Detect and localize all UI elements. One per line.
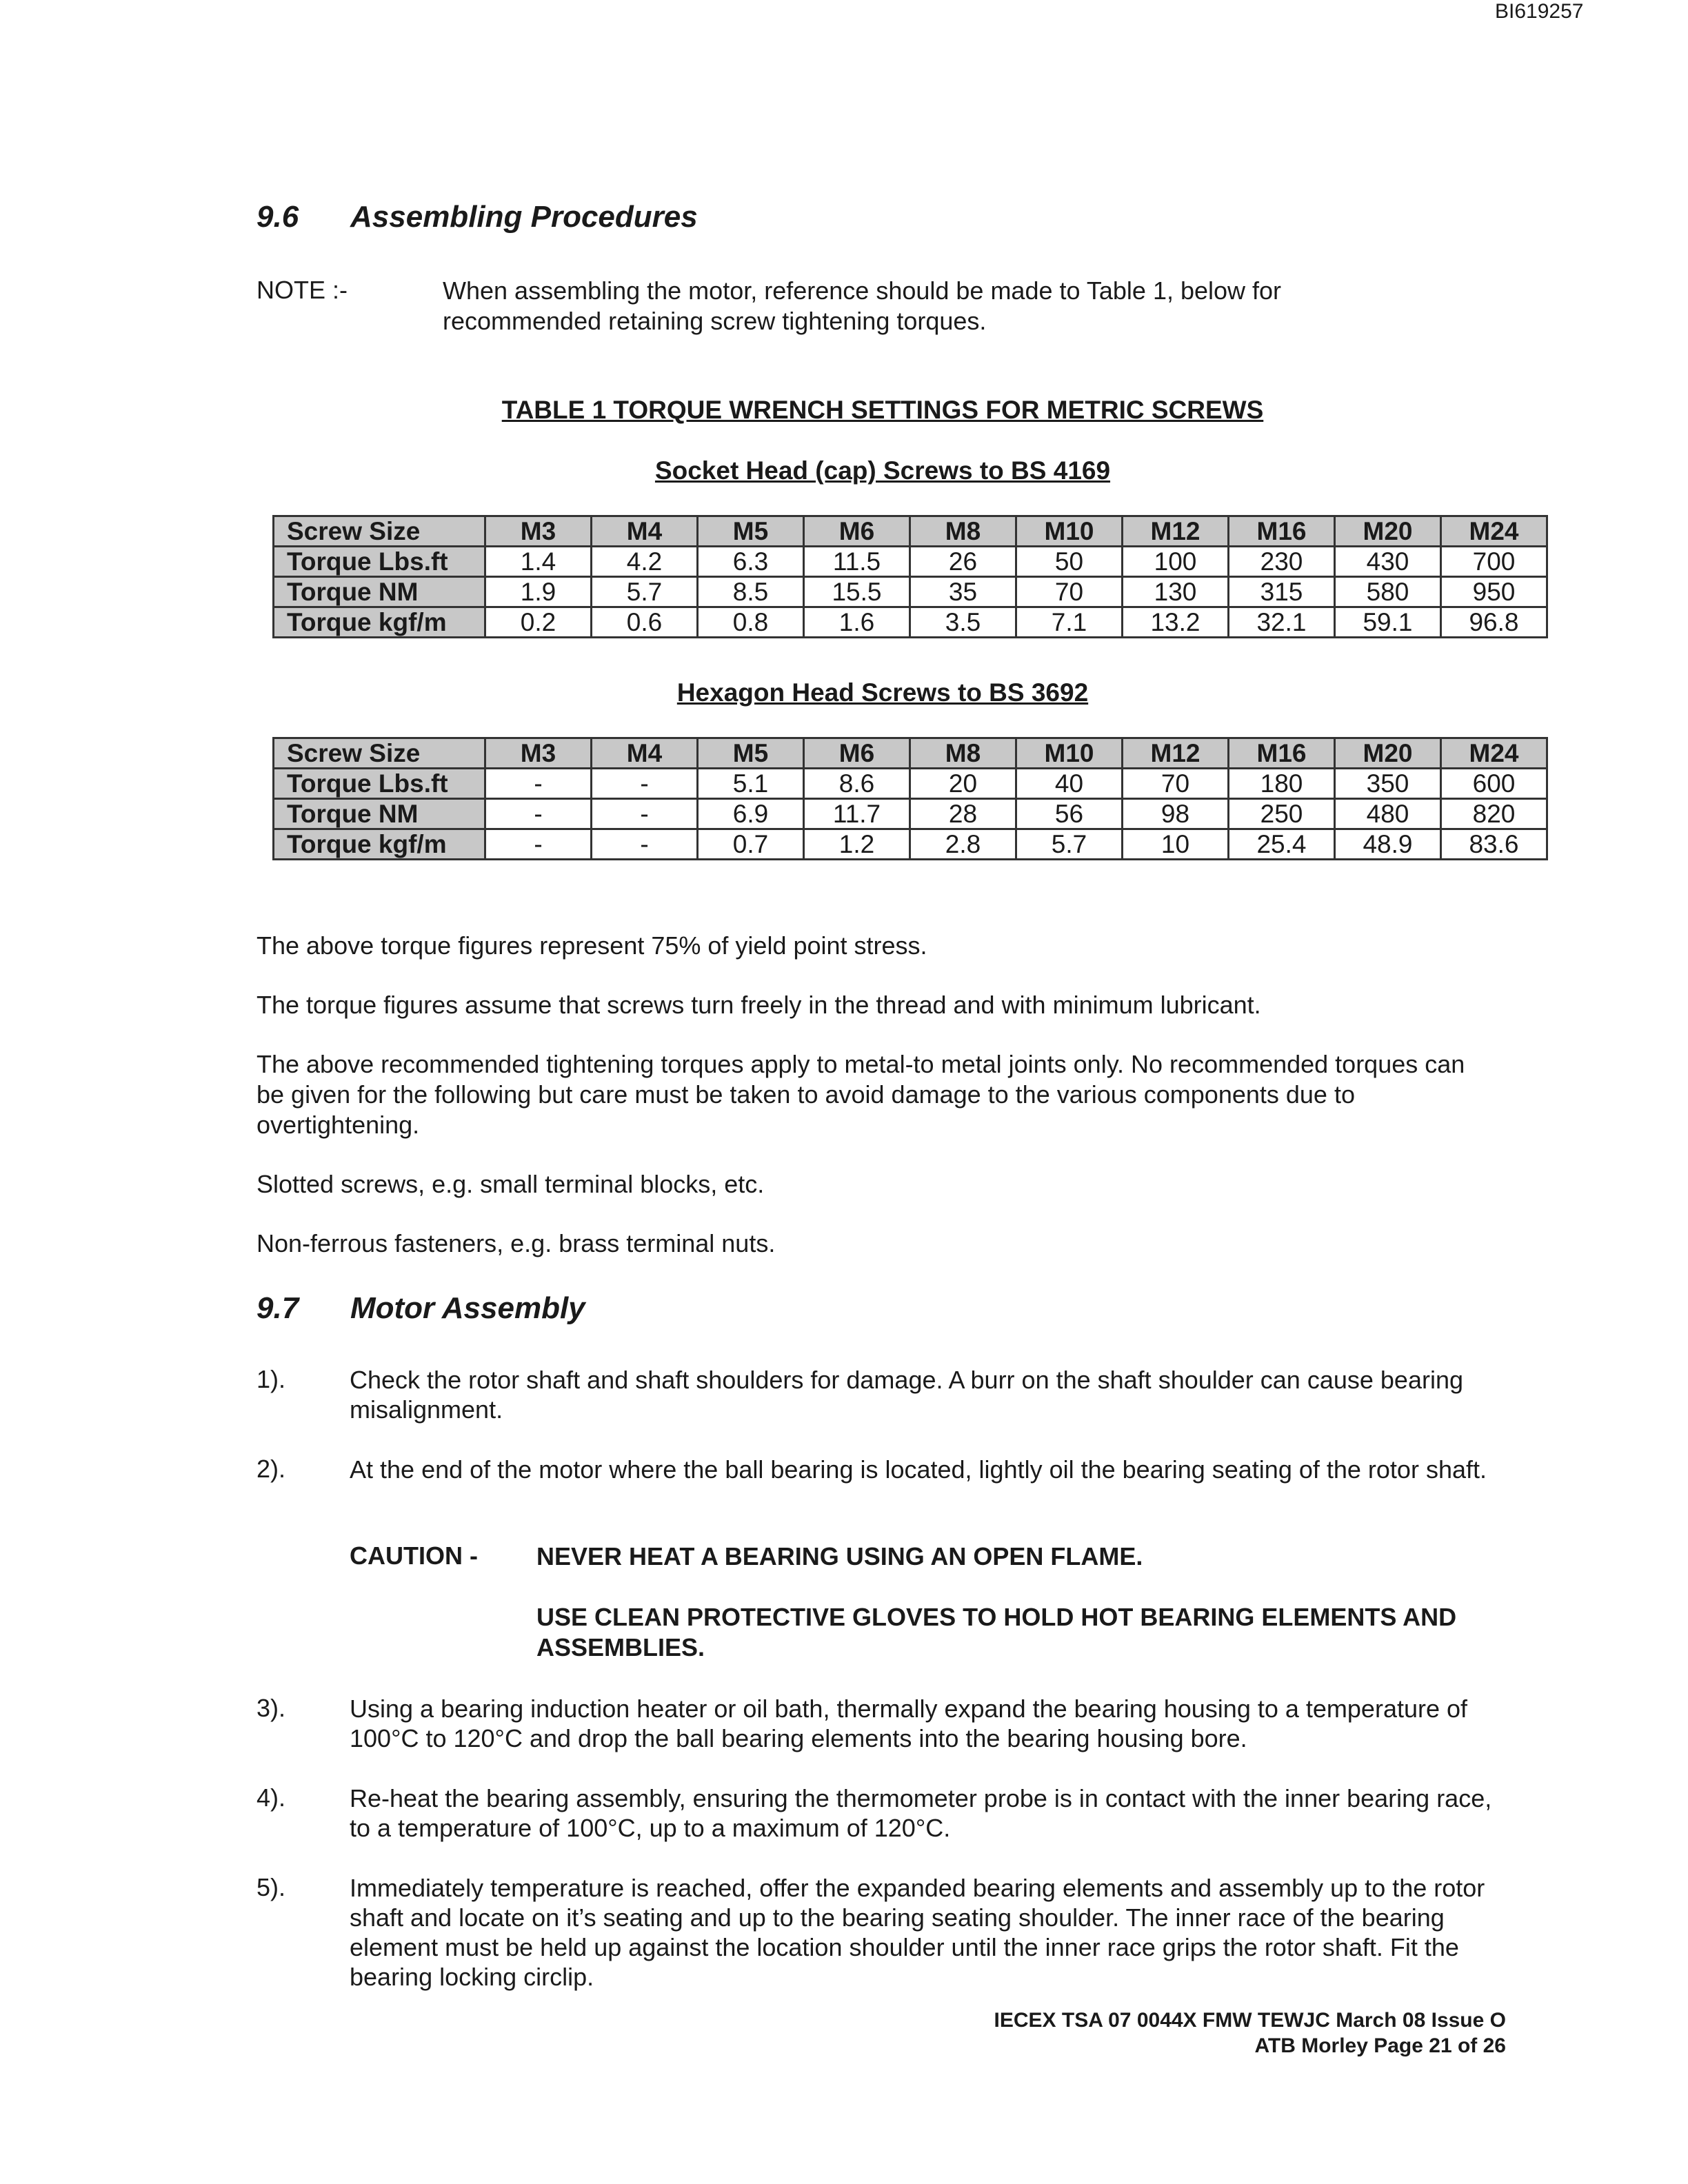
torque-value-cell: 1.9 bbox=[485, 577, 592, 607]
torque-value-cell: 0.2 bbox=[485, 607, 592, 638]
table-header-row bbox=[274, 738, 1547, 769]
table-row bbox=[274, 577, 1547, 607]
step-text: Immediately temperature is reached, offer the expanded bearing elements and assembly up to the rotor shaft and locate on it’s seating and up to the bearing seating shoulder. The inner race of the bearing element must be held up against the location shoulder until the inner race grips the rotor shaft. Fit the bearing locking circlip. bbox=[350, 1874, 1485, 1991]
torque-value-cell: 100 bbox=[1123, 547, 1229, 577]
torque-value-cell: 26 bbox=[910, 547, 1016, 577]
torque-value-cell: 98 bbox=[1123, 799, 1229, 829]
torque-value-cell: 35 bbox=[910, 577, 1016, 607]
torque-value-cell: 350 bbox=[1335, 769, 1441, 799]
footer-document-ref: IECEX TSA 07 0044X FMW TEWJC March 08 Issue O bbox=[994, 2009, 1506, 2032]
table-title: TABLE 1 TORQUE WRENCH SETTINGS FOR METRIC SCREWS bbox=[501, 396, 1264, 424]
torque-value-cell: 3.5 bbox=[910, 607, 1016, 638]
table-row bbox=[274, 547, 1547, 577]
socket-head-torque-table bbox=[272, 515, 1548, 638]
screw-size-cell: M8 bbox=[910, 738, 1016, 769]
torque-value-cell: 700 bbox=[1441, 547, 1547, 577]
torque-value-cell: 56 bbox=[1016, 799, 1123, 829]
torque-value-cell: 5.7 bbox=[1016, 829, 1123, 860]
screw-size-cell: M3 bbox=[485, 516, 592, 547]
torque-value-cell: 50 bbox=[1016, 547, 1123, 577]
socket-table-caption: Socket Head (cap) Screws to BS 4169 bbox=[654, 456, 1111, 485]
step-number: 2). bbox=[257, 1455, 286, 1483]
row-label-cell: Torque NM bbox=[274, 799, 485, 829]
torque-value-cell: 40 bbox=[1016, 769, 1123, 799]
screw-size-cell: M10 bbox=[1016, 738, 1123, 769]
screw-size-cell: M16 bbox=[1229, 516, 1335, 547]
screw-size-cell: M24 bbox=[1441, 516, 1547, 547]
torque-value-cell: 10 bbox=[1123, 829, 1229, 860]
screw-size-cell: M8 bbox=[910, 516, 1016, 547]
table-row bbox=[274, 829, 1547, 860]
torque-value-cell: 600 bbox=[1441, 769, 1547, 799]
paragraph-yield-stress: The above torque figures represent 75% of yield point stress. bbox=[257, 931, 927, 960]
torque-value-cell: 1.6 bbox=[804, 607, 910, 638]
torque-value-cell: 5.1 bbox=[698, 769, 804, 799]
torque-value-cell: 70 bbox=[1016, 577, 1123, 607]
table-row bbox=[274, 769, 1547, 799]
torque-value-cell: 6.9 bbox=[698, 799, 804, 829]
torque-value-cell: 13.2 bbox=[1123, 607, 1229, 638]
row-label-cell: Torque kgf/m bbox=[274, 607, 485, 638]
torque-value-cell: 820 bbox=[1441, 799, 1547, 829]
torque-value-cell: - bbox=[592, 769, 698, 799]
torque-value-cell: 130 bbox=[1123, 577, 1229, 607]
screw-size-cell: M3 bbox=[485, 738, 592, 769]
torque-value-cell: 11.7 bbox=[804, 799, 910, 829]
torque-value-cell: 0.8 bbox=[698, 607, 804, 638]
row-label-cell: Torque Lbs.ft bbox=[274, 547, 485, 577]
torque-value-cell: - bbox=[592, 799, 698, 829]
note-text: When assembling the motor, reference should be made to Table 1, below for recommended retaining screw tightening torques. bbox=[443, 276, 1282, 335]
torque-value-cell: - bbox=[592, 829, 698, 860]
step-text: Re-heat the bearing assembly, ensuring the thermometer probe is in contact with the inner bearing race, to a temperature of 100°C, up to a maximum of 120°C. bbox=[350, 1784, 1492, 1842]
screw-size-cell: M24 bbox=[1441, 738, 1547, 769]
torque-value-cell: 96.8 bbox=[1441, 607, 1547, 638]
torque-value-cell: 48.9 bbox=[1335, 829, 1441, 860]
table-header-row bbox=[274, 516, 1547, 547]
step-text: At the end of the motor where the ball bearing is located, lightly oil the bearing seating of the rotor shaft. bbox=[350, 1455, 1487, 1484]
step-number: 1). bbox=[257, 1365, 286, 1393]
document-id: BI619257 bbox=[1495, 0, 1584, 23]
screw-size-cell: M4 bbox=[592, 516, 698, 547]
table-row bbox=[274, 607, 1547, 638]
torque-value-cell: - bbox=[485, 829, 592, 860]
row-label-cell: Screw Size bbox=[274, 516, 485, 547]
screw-size-cell: M6 bbox=[804, 516, 910, 547]
step-text: Check the rotor shaft and shaft shoulders for damage. A burr on the shaft shoulder can cause bearing misalignment. bbox=[350, 1366, 1463, 1424]
torque-value-cell: 32.1 bbox=[1229, 607, 1335, 638]
section-heading-9-7 bbox=[257, 1291, 585, 1326]
step-number: 5). bbox=[257, 1873, 286, 1901]
row-label-cell: Screw Size bbox=[274, 738, 485, 769]
torque-value-cell: 6.3 bbox=[698, 547, 804, 577]
screw-size-cell: M16 bbox=[1229, 738, 1335, 769]
torque-value-cell: 4.2 bbox=[592, 547, 698, 577]
torque-value-cell: 2.8 bbox=[910, 829, 1016, 860]
torque-value-cell: 180 bbox=[1229, 769, 1335, 799]
caution-line-gloves: USE CLEAN PROTECTIVE GLOVES TO HOLD HOT BEARING ELEMENTS AND ASSEMBLIES. bbox=[536, 1603, 1457, 1661]
torque-value-cell: 8.5 bbox=[698, 577, 804, 607]
torque-value-cell: 230 bbox=[1229, 547, 1335, 577]
screw-size-cell: M12 bbox=[1123, 516, 1229, 547]
torque-value-cell: 250 bbox=[1229, 799, 1335, 829]
screw-size-cell: M20 bbox=[1335, 516, 1441, 547]
torque-value-cell: 11.5 bbox=[804, 547, 910, 577]
screw-size-cell: M4 bbox=[592, 738, 698, 769]
table-row bbox=[274, 799, 1547, 829]
section-title: Assembling Procedures bbox=[350, 200, 698, 234]
section-heading-9-6 bbox=[257, 200, 698, 234]
section-title: Motor Assembly bbox=[350, 1291, 585, 1325]
screw-size-cell: M5 bbox=[698, 516, 804, 547]
row-label-cell: Torque NM bbox=[274, 577, 485, 607]
torque-value-cell: 70 bbox=[1123, 769, 1229, 799]
screw-size-cell: M12 bbox=[1123, 738, 1229, 769]
torque-value-cell: 315 bbox=[1229, 577, 1335, 607]
paragraph-metal-joints: The above recommended tightening torques apply to metal-to metal joints only. No recommended torques can be given for the following but care must be taken to avoid damage to the various components due to overtightening. bbox=[257, 1050, 1465, 1139]
hex-head-torque-table bbox=[272, 737, 1548, 860]
screw-size-cell: M10 bbox=[1016, 516, 1123, 547]
torque-value-cell: 430 bbox=[1335, 547, 1441, 577]
torque-value-cell: 580 bbox=[1335, 577, 1441, 607]
torque-value-cell: 25.4 bbox=[1229, 829, 1335, 860]
torque-value-cell: 0.6 bbox=[592, 607, 698, 638]
torque-value-cell: 1.4 bbox=[485, 547, 592, 577]
screw-size-cell: M5 bbox=[698, 738, 804, 769]
note-label: NOTE :- bbox=[257, 276, 348, 304]
torque-value-cell: 5.7 bbox=[592, 577, 698, 607]
torque-value-cell: 7.1 bbox=[1016, 607, 1123, 638]
screw-size-cell: M6 bbox=[804, 738, 910, 769]
step-number: 3). bbox=[257, 1694, 286, 1722]
torque-value-cell: 1.2 bbox=[804, 829, 910, 860]
paragraph-non-ferrous: Non-ferrous fasteners, e.g. brass terminal nuts. bbox=[257, 1229, 776, 1257]
caution-line-open-flame: NEVER HEAT A BEARING USING AN OPEN FLAME. bbox=[536, 1542, 1143, 1570]
torque-value-cell: 0.7 bbox=[698, 829, 804, 860]
caution-label: CAUTION - bbox=[350, 1541, 478, 1570]
torque-value-cell: 83.6 bbox=[1441, 829, 1547, 860]
row-label-cell: Torque Lbs.ft bbox=[274, 769, 485, 799]
step-text: Using a bearing induction heater or oil bath, thermally expand the bearing housing to a temperature of 100°C to 120°C and drop the ball bearing elements into the bearing housing bore. bbox=[350, 1695, 1468, 1752]
torque-value-cell: 8.6 bbox=[804, 769, 910, 799]
torque-value-cell: 20 bbox=[910, 769, 1016, 799]
torque-value-cell: - bbox=[485, 769, 592, 799]
torque-value-cell: 15.5 bbox=[804, 577, 910, 607]
hex-table-caption: Hexagon Head Screws to BS 3692 bbox=[676, 678, 1089, 707]
torque-value-cell: 950 bbox=[1441, 577, 1547, 607]
section-number: 9.7 bbox=[257, 1291, 299, 1325]
torque-value-cell: 59.1 bbox=[1335, 607, 1441, 638]
paragraph-lubricant: The torque figures assume that screws turn freely in the thread and with minimum lubricant. bbox=[257, 991, 1261, 1019]
torque-value-cell: - bbox=[485, 799, 592, 829]
footer-page-number: ATB Morley Page 21 of 26 bbox=[1254, 2034, 1506, 2057]
row-label-cell: Torque kgf/m bbox=[274, 829, 485, 860]
torque-value-cell: 28 bbox=[910, 799, 1016, 829]
section-number: 9.6 bbox=[257, 200, 299, 234]
step-number: 4). bbox=[257, 1783, 286, 1812]
torque-value-cell: 480 bbox=[1335, 799, 1441, 829]
screw-size-cell: M20 bbox=[1335, 738, 1441, 769]
paragraph-slotted-screws: Slotted screws, e.g. small terminal blocks, etc. bbox=[257, 1170, 765, 1198]
